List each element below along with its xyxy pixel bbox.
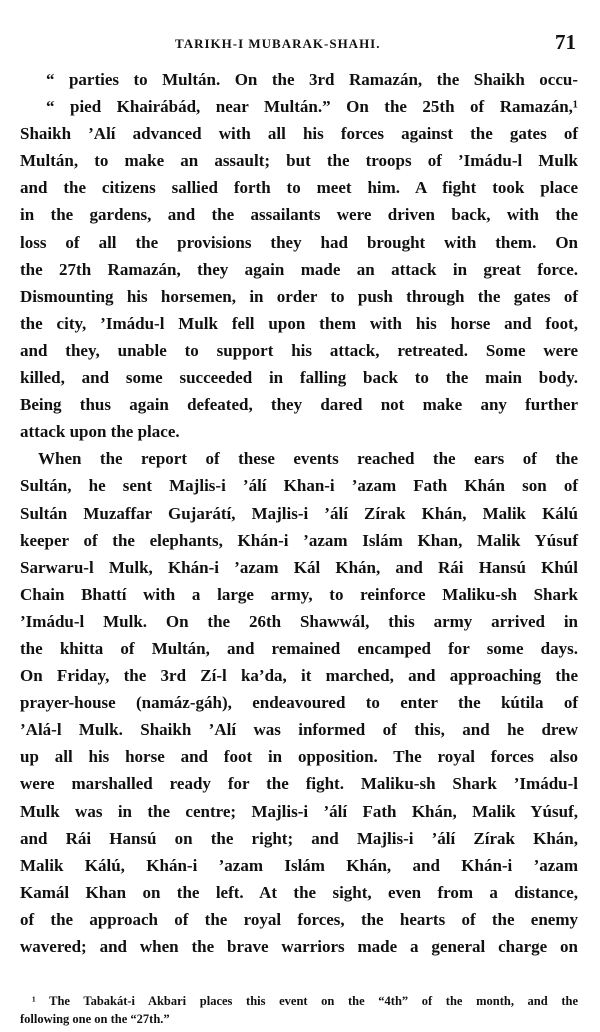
text-line: On Friday, the 3rd Zí-l ka’da, it marched, and approaching the [20,666,578,686]
text-line: of the approach of the royal forces, the hearts of the enemy [20,909,578,929]
text-line: “ pied Khairábád, near Multán.” On the 25th of Ramazán,¹ [46,97,578,117]
text-line: Multán, to make an assault; but the troops of ’Imádu-l Mulk [20,151,578,171]
text-line: and the citizens sallied forth to meet him. A fight took place [20,178,578,198]
text-line: and Rái Hansú on the right; and Majlis-i ’álí Zírak Khán, [20,828,578,848]
text-line: up all his horse and foot in opposition. The royal forces also [20,747,578,767]
text-line: ’Imádu-l Mulk. On the 26th Shawwál, this army arrived in [20,611,578,631]
page-number: 71 [555,30,576,54]
text-line: Being thus again defeated, they dared not make any further [20,395,578,415]
text-line: wavered; and when the brave warriors made a general charge on [20,937,578,956]
text-line: attack upon the place. [20,422,180,442]
text-line: the city, ’Imádu-l Mulk fell upon them with his horse and foot, [20,313,578,333]
text-line: and they, unable to support his attack, retreated. Some were [20,340,578,360]
text-line: were marshalled ready for the fight. Maliku-sh Shark ’Imádu-l [20,774,578,794]
text-line: loss of all the provisions they had brought with them. On [20,232,578,252]
text-line: the khitta of Multán, and remained encamped for some days. [20,638,578,658]
text-line: Kamál Khan on the left. At the sight, even from a distance, [20,882,578,902]
text-line: Mulk was in the centre; Majlis-i ’álí Fath Khán, Malik Yúsuf, [20,801,578,821]
text-line: Dismounting his horsemen, in order to push through the gates of [20,286,578,306]
text-line: Malik Kálú, Khán-i ’azam Islám Khán, and Khán-i ’azam [20,855,578,875]
footnote-line: following one on the “27th.” [20,1012,170,1026]
page-header [0,30,600,60]
footnote [20,992,578,1028]
text-line: the 27th Ramazán, they again made an attack in great force. [20,259,578,279]
text-line: When the report of these events reached the ears of the [38,449,578,469]
text-line: killed, and some succeeded in falling back to the main body. [20,368,578,388]
text-line: in the gardens, and the assailants were driven back, with the [20,205,578,225]
text-line: keeper of the elephants, Khán-i ’azam Islám Khan, Malik Yúsuf [20,530,578,550]
footnote-line: ¹ The Tabakát-i Akbari places this event on the “4th” of the month, and the [32,994,578,1008]
text-line: Sarwaru-l Mulk, Khán-i ’azam Kál Khán, and Rái Hansú Khúl [20,557,578,577]
body-text [20,66,578,960]
running-title: TARIKH-I MUBARAK-SHAHI. [175,36,381,51]
text-line: ’Alá-l Mulk. Shaikh ’Alí was informed of this, and he drew [20,720,578,740]
text-line: Sultán Muzaffar Gujarátí, Majlis-i ’álí Zírak Khán, Malik Kálú [20,503,578,523]
text-line: Shaikh ’Alí advanced with all his forces against the gates of [20,124,578,144]
text-line: Sultán, he sent Majlis-i ’álí Khan-i ’azam Fath Khán son of [20,476,578,496]
text-line: Chain Bhattí with a large army, to reinforce Maliku-sh Shark [20,584,578,604]
text-line: prayer-house (namáz-gáh), endeavoured to enter the kútila of [20,693,578,713]
text-line: “ parties to Multán. On the 3rd Ramazán, the Shaikh occu- [46,70,578,89]
